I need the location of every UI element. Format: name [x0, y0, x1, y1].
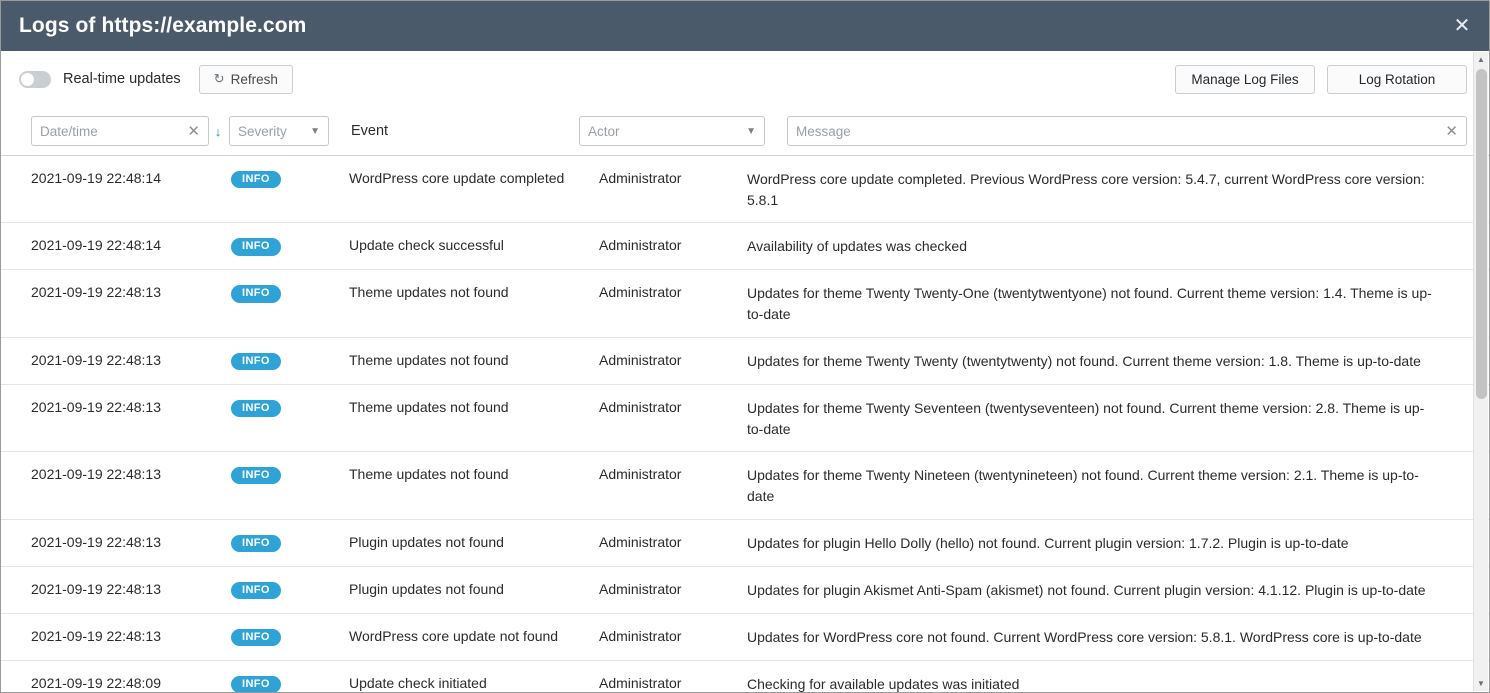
status-badge: INFO — [231, 238, 281, 255]
cell-actor: Administrator — [599, 284, 682, 301]
cell-datetime: 2021-09-19 22:48:13 — [31, 533, 161, 550]
toolbar — [1, 51, 1489, 107]
cell-event: Update check initiated — [349, 674, 487, 691]
cell-event: WordPress core update not found — [349, 627, 559, 644]
table-row[interactable] — [1, 661, 1489, 692]
cell-severity — [231, 673, 349, 692]
scrollbar-thumb[interactable] — [1476, 69, 1487, 399]
status-badge: INFO — [231, 285, 281, 302]
table-row[interactable] — [1, 452, 1489, 519]
cell-actor: Administrator — [599, 533, 682, 550]
cell-message: WordPress core update completed. Previous WordPress core version: 5.4.7, current WordPress core version: 5.8.1 — [747, 171, 1425, 208]
cell-datetime: 2021-09-19 22:48:13 — [31, 398, 161, 415]
toggle-knob — [21, 73, 34, 86]
datetime-filter-input[interactable] — [31, 116, 209, 146]
cell-message: Updates for plugin Akismet Anti-Spam (akismet) not found. Current plugin version: 4.1.12. Plugin is up-to-date — [747, 581, 1426, 598]
filter-row — [1, 107, 1489, 155]
table-row[interactable] — [1, 520, 1489, 567]
cell-severity — [231, 350, 349, 370]
table-row[interactable] — [1, 614, 1489, 661]
cell-datetime: 2021-09-19 22:48:13 — [31, 627, 161, 644]
log-table-body — [1, 156, 1489, 692]
cell-event: Theme updates not found — [349, 466, 509, 483]
status-badge: INFO — [231, 171, 281, 188]
cell-datetime: 2021-09-19 22:48:13 — [31, 284, 161, 301]
cell-message: Checking for available updates was initiated — [747, 675, 1020, 692]
cell-message: Updates for theme Twenty Twenty-One (twentytwentyone) not found. Current theme version: 1.4. Theme is up-to-date — [747, 285, 1432, 323]
column-header-event: Event — [351, 123, 389, 139]
cell-actor: Administrator — [599, 237, 682, 254]
datetime-filter-placeholder: Date/time — [40, 123, 98, 139]
cell-actor: Administrator — [599, 398, 682, 415]
message-filter-placeholder: Message — [796, 123, 851, 139]
cell-datetime: 2021-09-19 22:48:13 — [31, 466, 161, 483]
message-clear-icon[interactable]: ✕ — [1445, 123, 1458, 140]
refresh-icon: ↻ — [213, 71, 225, 86]
cell-message: Updates for plugin Hello Dolly (hello) not found. Current plugin version: 1.7.2. Plugin is up-to-date — [747, 534, 1349, 551]
message-filter-input[interactable] — [787, 116, 1467, 146]
severity-filter-placeholder: Severity — [238, 123, 287, 139]
cell-message: Updates for theme Twenty Twenty (twentytwenty) not found. Current theme version: 1.8. Theme is up-to-date — [747, 352, 1421, 369]
chevron-down-icon: ▼ — [310, 125, 320, 137]
realtime-updates-label: Real-time updates — [63, 71, 181, 87]
cell-event: WordPress core update completed — [349, 170, 565, 186]
cell-severity — [231, 626, 349, 646]
cell-datetime: 2021-09-19 22:48:13 — [31, 351, 161, 368]
window-titlebar — [1, 1, 1489, 51]
severity-filter-select[interactable] — [229, 116, 329, 146]
cell-actor: Administrator — [599, 627, 682, 644]
cell-event: Plugin updates not found — [349, 533, 504, 550]
vertical-scrollbar[interactable] — [1473, 52, 1488, 691]
cell-datetime: 2021-09-19 22:48:13 — [31, 580, 161, 597]
cell-message: Availability of updates was checked — [747, 238, 967, 255]
refresh-button-label: Refresh — [230, 71, 278, 87]
cell-severity — [231, 235, 349, 255]
cell-event: Theme updates not found — [349, 398, 509, 415]
chevron-down-icon: ▼ — [746, 125, 756, 137]
cell-severity — [231, 397, 349, 417]
realtime-updates-toggle[interactable] — [19, 71, 51, 88]
cell-event: Theme updates not found — [349, 351, 509, 368]
actor-filter-placeholder: Actor — [588, 123, 620, 139]
table-row[interactable] — [1, 385, 1489, 452]
manage-log-files-button[interactable]: Manage Log Files — [1175, 65, 1315, 94]
status-badge: INFO — [231, 629, 281, 646]
status-badge: INFO — [231, 467, 281, 484]
table-row[interactable] — [1, 156, 1489, 223]
status-badge: INFO — [231, 676, 281, 692]
status-badge: INFO — [231, 353, 281, 370]
actor-filter-select[interactable] — [579, 116, 765, 146]
cell-actor: Administrator — [599, 580, 682, 597]
cell-severity — [231, 464, 349, 484]
cell-severity — [231, 579, 349, 599]
cell-event: Plugin updates not found — [349, 580, 504, 597]
refresh-button[interactable] — [199, 65, 293, 94]
page-title: Logs of https://example.com — [19, 14, 307, 37]
sort-descending-icon[interactable]: ↓ — [214, 123, 222, 139]
cell-event: Theme updates not found — [349, 284, 509, 301]
status-badge: INFO — [231, 400, 281, 417]
cell-event: Update check successful — [349, 237, 504, 254]
log-table — [1, 155, 1489, 692]
cell-datetime: 2021-09-19 22:48:14 — [31, 237, 161, 254]
cell-datetime: 2021-09-19 22:48:09 — [31, 674, 161, 691]
cell-severity — [231, 532, 349, 552]
table-row[interactable] — [1, 338, 1489, 385]
cell-actor: Administrator — [599, 351, 682, 368]
cell-message: Updates for theme Twenty Seventeen (twentyseventeen) not found. Current theme version: 2.8. Theme is up-to-date — [747, 399, 1425, 437]
close-icon[interactable]: ✕ — [1453, 15, 1471, 37]
cell-actor: Administrator — [599, 466, 682, 483]
scroll-down-arrow-icon[interactable]: ▼ — [1477, 679, 1485, 688]
datetime-clear-icon[interactable]: ✕ — [187, 123, 200, 140]
cell-severity — [231, 282, 349, 302]
status-badge: INFO — [231, 535, 281, 552]
cell-actor: Administrator — [599, 170, 682, 186]
cell-datetime: 2021-09-19 22:48:14 — [31, 170, 161, 186]
status-badge: INFO — [231, 582, 281, 599]
table-row[interactable] — [1, 270, 1489, 337]
cell-severity — [231, 168, 349, 188]
log-rotation-button[interactable]: Log Rotation — [1327, 65, 1467, 94]
cell-actor: Administrator — [599, 674, 682, 691]
cell-message: Updates for theme Twenty Nineteen (twentynineteen) not found. Current theme version: 2.1. Theme is up-to-date — [747, 467, 1419, 505]
scroll-up-arrow-icon[interactable]: ▲ — [1477, 55, 1485, 64]
table-row[interactable] — [1, 223, 1489, 270]
table-row[interactable] — [1, 567, 1489, 614]
cell-message: Updates for WordPress core not found. Current WordPress core version: 5.8.1. WordPress core is up-to-date — [747, 628, 1422, 645]
